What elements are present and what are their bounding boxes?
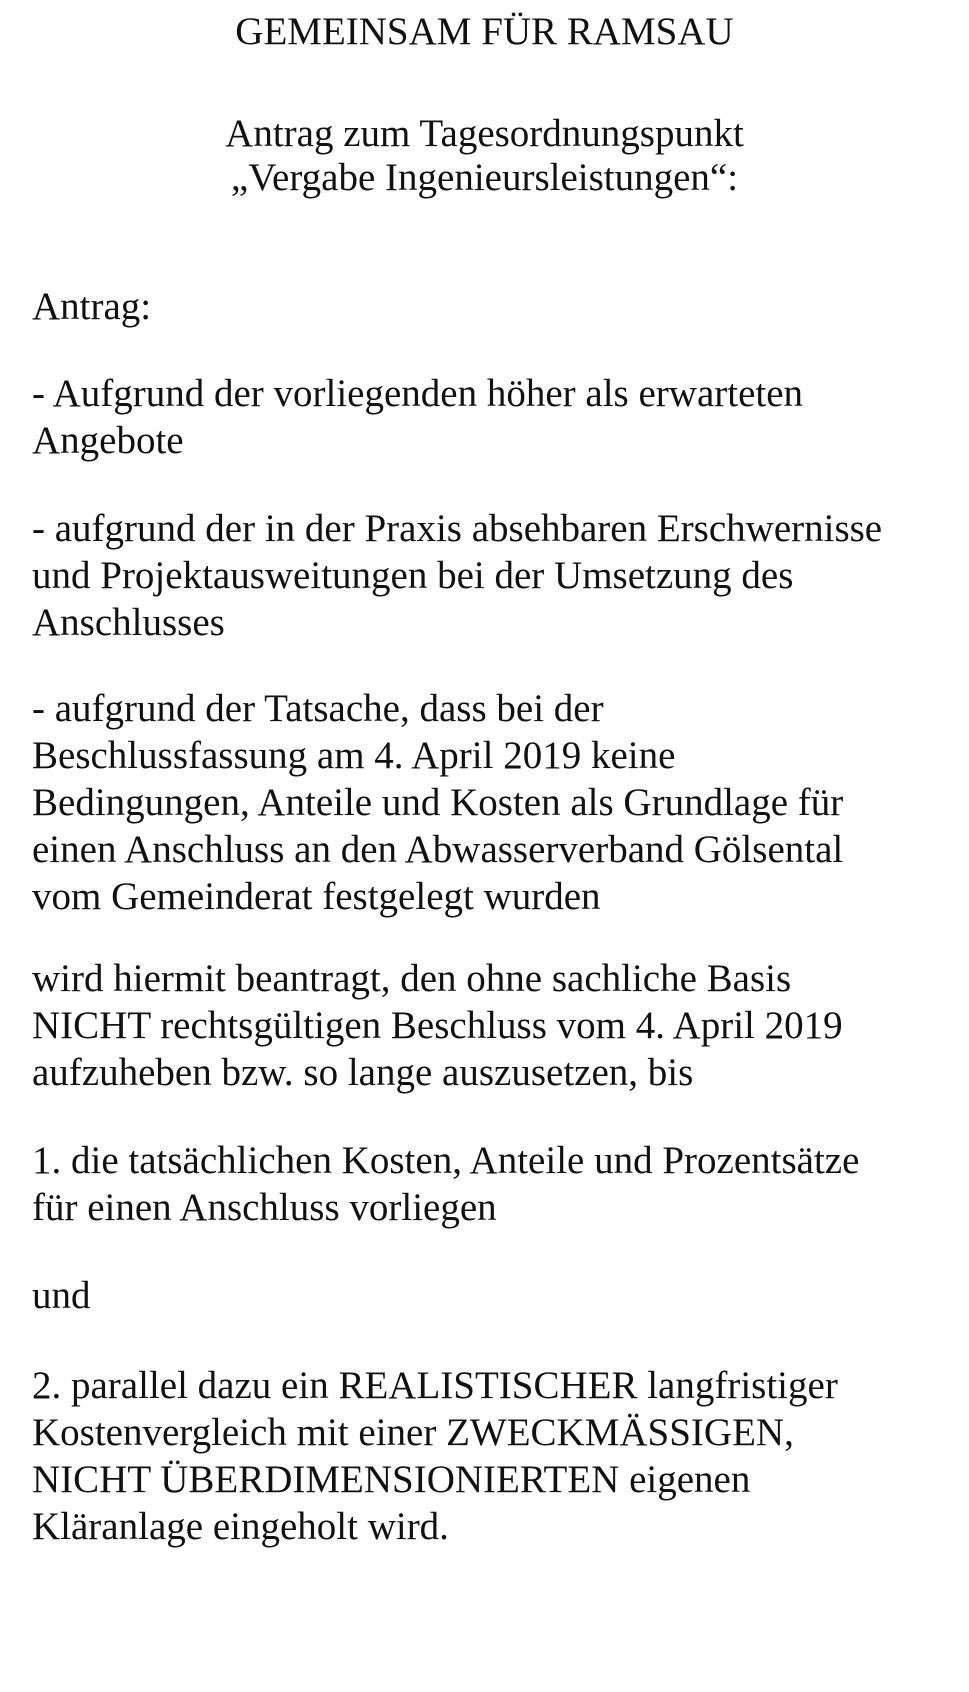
text-line: und Projektausweitungen bei der Umsetzung des [32,554,794,597]
text-line: Anschlusses [32,601,225,644]
conjunction-text: und [32,1274,91,1317]
text-line: vom Gemeinderat festgelegt wurden [32,875,601,918]
text-line: 1. die tatsächlichen Kosten, Anteile und Prozentsätze [32,1139,860,1182]
text-line: NICHT rechtsgültigen Beschluss vom 4. April 2019 [32,1004,843,1047]
text-line: - aufgrund der in der Praxis absehbaren Erschwernisse [32,507,883,550]
motion-paragraph [32,955,843,1096]
text-line: Kostenvergleich mit einer ZWECKMÄSSIGEN, [32,1411,794,1454]
reason-paragraph-1 [32,370,803,464]
text-line: wird hiermit beantragt, den ohne sachliche Basis [32,957,792,1000]
document-title: GEMEINSAM FÜR RAMSAU [235,10,734,53]
reason-paragraph-3 [32,685,843,920]
text-line: für einen Anschluss vorliegen [32,1186,497,1229]
subtitle-line: „Vergabe Ingenieursleistungen“: [230,156,739,199]
text-line: 2. parallel dazu ein REALISTISCHER langfristiger [32,1364,838,1407]
subtitle-line: Antrag zum Tagesordnungspunkt [225,112,744,155]
text-line: Angebote [32,419,184,462]
reason-paragraph-2 [32,505,882,646]
text-line: aufzuheben bzw. so lange auszusetzen, bis [32,1051,694,1094]
document-subtitle [0,112,969,200]
text-line: Beschlussfassung am 4. April 2019 keine [32,734,676,777]
section-label: Antrag: [32,285,152,328]
condition-paragraph-1 [32,1137,859,1231]
text-line: - aufgrund der Tatsache, dass bei der [32,687,604,730]
text-line: Kläranlage eingeholt wird. [32,1505,449,1548]
text-line: NICHT ÜBERDIMENSIONIERTEN eigenen [32,1458,751,1501]
text-line: einen Anschluss an den Abwasserverband Gölsental [32,828,844,871]
condition-paragraph-2 [32,1362,838,1550]
text-line: - Aufgrund der vorliegenden höher als erwarteten [32,372,804,415]
text-line: Bedingungen, Anteile und Kosten als Grundlage für [32,781,844,824]
